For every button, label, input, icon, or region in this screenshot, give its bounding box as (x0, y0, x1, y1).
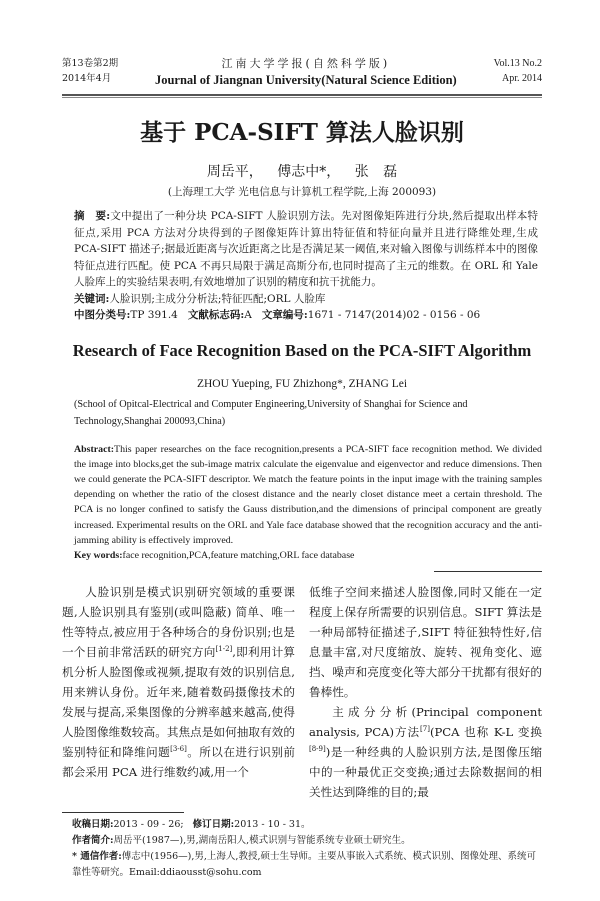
body-text: 主成分分析(Principal component analysis, PCA)方法 (309, 705, 542, 740)
authors-en: ZHOU Yueping, FU Zhizhong*, ZHANG Lei (196, 377, 408, 390)
header-rule (62, 94, 542, 98)
title-cn: 基于 PCA-SIFT 算法人脸识别 (140, 119, 464, 146)
body-text: 。所以在进行识别前都会采用 PCA 进行维数约减,用一个 (62, 745, 295, 780)
journal-header (62, 56, 542, 88)
abstract-en-text: This paper researches on the face recognition,presents a PCA-SIFT face recognition method. We divided the image into blocks,get the sub-image matrix calculate the eigenvalue and eigenvector and reduce dimensions. Then we could generate the PCA-SIFT descriptor. We match the feature points in the input image with the training samples depending on whether the ratio of the closest distance and the nearly closet distance meet a certain threshold. The PCA is no longer confined to satisfy the Gauss distribution,and the dimensions of principal component are greatly increased. Experimental results on the ORL and Yale face database showed that the recognition accuracy and the anti-jamming ability is effectively improved. (74, 443, 542, 546)
author-bio: 周岳平(1987—),男,湖南岳阳人,模式识别与智能系统专业硕士研究生。 (113, 835, 411, 847)
affiliation-en: (School of Opitcal-Electrical and Computer Engineering,University of Shanghai for Science and Technology,Shanghai 200093,China) (74, 398, 468, 427)
clc-label: 中图分类号: (74, 309, 131, 321)
abstract-cn (74, 208, 538, 324)
abstract-en (74, 442, 542, 564)
column-rule (434, 571, 542, 572)
affiliation-cn: (上海理工大学 光电信息与计算机工程学院,上海 200093) (167, 186, 437, 198)
body-text: (PCA 也称 K-L 变换 (429, 725, 542, 740)
corr-label: * 通信作者: (72, 851, 122, 863)
footnote-rule (62, 812, 184, 813)
journal-name (126, 56, 485, 88)
journal-name-en: Journal of Jiangnan University(Natural Science Edition) (154, 73, 457, 87)
body-columns (62, 582, 542, 802)
received-label: 收稿日期: (72, 819, 114, 831)
article-no: 1671 - 7147(2014)02 - 0156 - 06 (307, 309, 481, 321)
citation: [8-9] (309, 745, 326, 754)
body-right-column (309, 582, 542, 802)
body-left-column (62, 582, 295, 802)
abstract-cn-label: 摘 要: (74, 210, 111, 222)
date-en: Apr. 2014 (502, 73, 542, 84)
corresponding-author: 傅志中(1956—),男,上海人,教授,硕士生导师。主要从事嵌入式系统、模式识别、图像处理、系统可靠性等研究。Email:ddiaousst@sohu.com (72, 851, 536, 879)
body-text: )是一种经典的人脸识别方法,是图像压缩中的一种最优正交变换;通过去除数据间的相关性达到降维的目的;最 (309, 745, 542, 800)
footnotes (72, 817, 542, 881)
revised-label: 修订日期: (192, 819, 235, 831)
citation: [3-6] (170, 745, 187, 754)
keywords-en-label: Key words: (74, 549, 123, 561)
doc-code-label: 文献标志码: (187, 309, 245, 321)
journal-name-cn: 江南大学学报(自然科学版) (221, 57, 391, 70)
issue-info-en (494, 56, 542, 86)
volume-cn: 第13卷第2期 (62, 58, 119, 69)
body-paragraph (62, 582, 295, 782)
date-cn: 2014年4月 (62, 73, 112, 84)
bio-label: 作者简介: (72, 835, 114, 847)
abstract-cn-text: 文中提出了一种分块 PCA-SIFT 人脸识别方法。先对图像矩阵进行分块,然后提取出样本特征点,采用 PCA 方法对分块得到的子图像矩阵计算出特征值和特征向量并且进行降维处理,生成 PCA-SIFT 描述子;据最近距离与次近距离之比是否满足某一阈值,来对输入图像与训练样本中的图像特征点进行匹配。使 PCA 不再只局限于满足高斯分布,也同时提高了主元的维数。在 ORL 和 Yale 人脸库上的实验结果表明,有效地增加了识别的精度和抗干扰能力。 (74, 210, 538, 288)
authors-cn: 周岳平， 傅志中*， 张 磊 (206, 164, 398, 180)
citation: [7] (420, 725, 430, 734)
keywords-cn-label: 关键词: (74, 292, 110, 305)
title-en: Research of Face Recognition Based on the PCA-SIFT Algorithm (72, 340, 532, 360)
body-text: 人脸识别是模式识别研究领域的重要课题,人脸识别具有鉴别(或叫隐蔽) 简单、唯一性等特点,被应用于各种场合的身份识别;也是一个目前非常活跃的研究方向 (62, 585, 295, 660)
citation: [1-2] (215, 645, 233, 654)
doc-code: A (244, 309, 252, 321)
keywords-en: face recognition,PCA,feature matching,ORL face database (122, 549, 355, 561)
body-paragraph: 低维子空间来描述人脸图像,同时又能在一定程度上保存所需要的识别信息。SIFT 算法是一种局部特征描述子,SIFT 特征独特性好,信息量丰富,对尺度缩放、旋转、视角变化、遮挡、噪声和亮度变化等大部分干扰都有很好的鲁棒性。 (309, 585, 542, 700)
article-no-label: 文章编号: (261, 309, 308, 321)
abstract-en-label: Abstract: (74, 443, 115, 455)
volume-en: Vol.13 No.2 (493, 58, 542, 69)
clc: TP 391.4 (130, 309, 178, 321)
keywords-cn: 人脸识别;主成分分析法;特征匹配;ORL 人脸库 (109, 292, 326, 305)
received-date: 2013 - 09 - 26; (113, 819, 184, 831)
body-text: ,即利用计算机分析人脸图像或视频,提取有效的识别信息,用来辨认身份。近年来,随着数码摄像技术的发展与提高,采集图像的分辨率越来越高,使得人脸图像维数较高。其焦点是如何抽取有效的鉴别特征和降维问题 (62, 645, 295, 760)
issue-info-cn (62, 56, 118, 86)
revised-date: 2013 - 10 - 31。 (234, 819, 311, 831)
body-paragraph (309, 702, 542, 802)
